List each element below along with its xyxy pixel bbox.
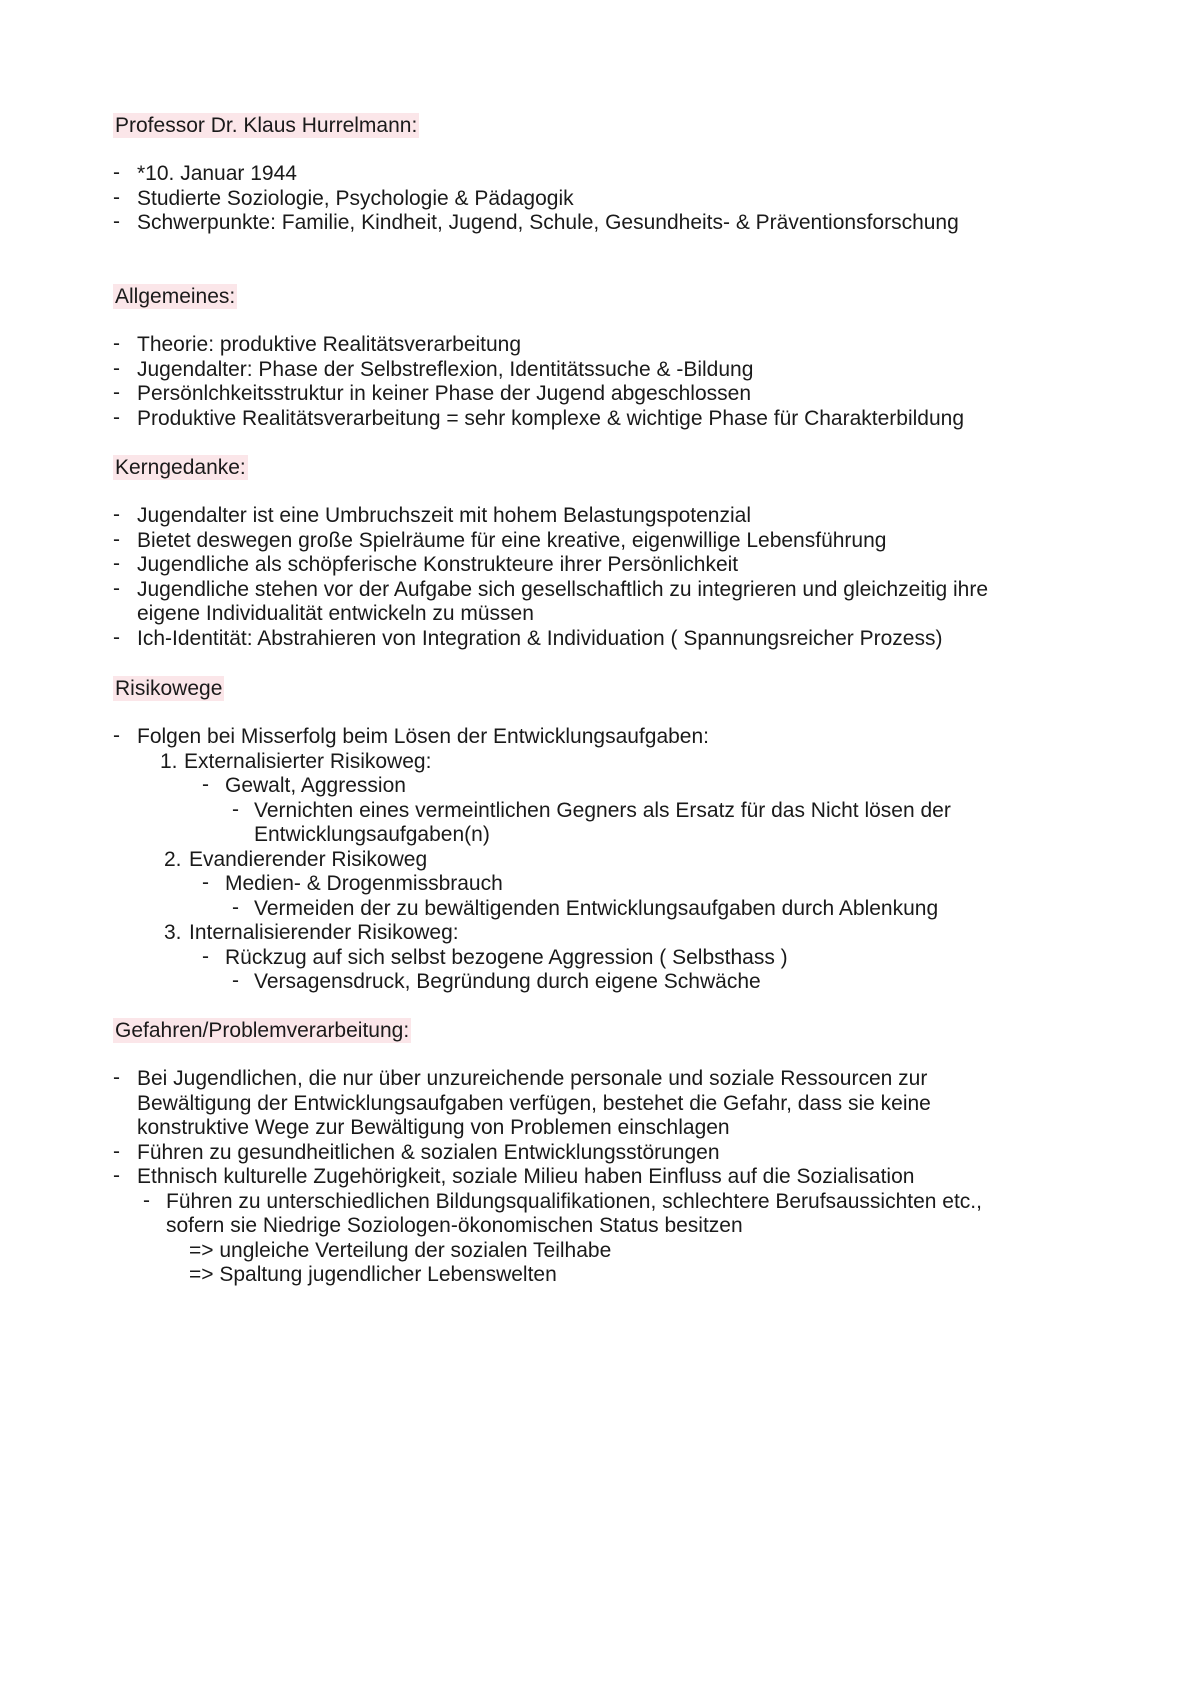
list-item: - Bietet deswegen große Spielräume für eine kreative, eigenwillige Lebensführung — [113, 527, 887, 552]
list-item: - Schwerpunkte: Familie, Kindheit, Jugend, Schule, Gesundheits- & Präventionsforschung — [113, 210, 959, 234]
numbered-item: 2. Evandierender Risikoweg — [164, 847, 428, 871]
list-item: - Vernichten eines vermeintlichen Gegners als Ersatz für das Nicht lösen der — [232, 797, 951, 822]
section-heading-gefahren: Gefahren/Problemverarbeitung: — [115, 1019, 410, 1042]
list-item: - *10. Januar 1944 — [113, 161, 297, 185]
list-item-continuation: eigene Individualität entwickeln zu müssen — [137, 602, 534, 625]
list-item: - Gewalt, Aggression — [202, 773, 406, 797]
list-item: - Versagensdruck, Begründung durch eigene Schwäche — [232, 969, 761, 993]
gefahren-list — [0, 1067, 1200, 1288]
kerngedanke-list — [0, 504, 1200, 651]
list-item: - Rückzug auf sich selbst bezogene Aggression ( Selbsthass ) — [202, 944, 788, 969]
list-item: - Produktive Realitätsverarbeitung = sehr komplexe & wichtige Phase für Charakterbildung — [113, 405, 965, 430]
list-item: - Ich-Identität: Abstrahieren von Integration & Individuation ( Spannungsreicher Prozess) — [113, 625, 943, 650]
allgemeines-list — [0, 333, 1200, 431]
list-item: - Führen zu unterschiedlichen Bildungsqualifikationen, schlechtere Berufsaussichten etc., — [143, 1188, 982, 1213]
list-item: - Vermeiden der zu bewältigenden Entwicklungsaufgaben durch Ablenkung — [232, 895, 939, 920]
risikowege-list — [0, 725, 1200, 995]
numbered-item: 3. Internalisierender Risikoweg: — [164, 921, 459, 944]
section-heading-author: Professor Dr. Klaus Hurrelmann: — [115, 114, 418, 137]
list-item-continuation: sofern sie Niedrige Soziologen-ökonomischen Status besitzen — [166, 1214, 743, 1237]
conclusion-line: => ungleiche Verteilung der sozialen Teilhabe — [189, 1238, 612, 1262]
list-item: - Folgen bei Misserfolg beim Lösen der Entwicklungsaufgaben: — [113, 724, 709, 748]
list-item: - Führen zu gesundheitlichen & sozialen Entwicklungsstörungen — [113, 1139, 720, 1164]
list-item: - Jugendalter: Phase der Selbstreflexion, Identitätssuche & -Bildung — [113, 356, 754, 381]
section-heading-risikowege: Risikowege — [115, 677, 223, 700]
list-item: - Bei Jugendlichen, die nur über unzureichende personale und soziale Ressourcen zur — [113, 1066, 928, 1090]
section-heading-allgemeines: Allgemeines: — [115, 285, 236, 308]
conclusion-line: => Spaltung jugendlicher Lebenswelten — [189, 1263, 557, 1286]
list-item: - Medien- & Drogenmissbrauch — [202, 871, 503, 895]
list-item: - Theorie: produktive Realitätsverarbeitung — [113, 332, 522, 356]
list-item-continuation: Entwicklungsaufgaben(n) — [254, 823, 490, 846]
list-item: - Jugendliche stehen vor der Aufgabe sich gesellschaftlich zu integrieren und gleichzeitig ihre — [113, 576, 989, 601]
list-item-continuation: Bewältigung der Entwicklungsaufgaben verfügen, bestehet die Gefahr, dass sie keine — [137, 1091, 931, 1115]
section-heading-kerngedanke: Kerngedanke: — [115, 456, 246, 479]
list-item: - Persönlchkeitsstruktur in keiner Phase der Jugend abgeschlossen — [113, 381, 752, 405]
author-list — [0, 162, 1200, 236]
list-item: - Studierte Soziologie, Psychologie & Pädagogik — [113, 185, 574, 210]
list-item: - Jugendalter ist eine Umbruchszeit mit hohem Belastungspotenzial — [113, 503, 751, 527]
list-item-continuation: konstruktive Wege zur Bewältigung von Problemen einschlagen — [137, 1116, 730, 1139]
numbered-item: 1. Externalisierter Risikoweg: — [160, 749, 432, 773]
list-item: - Ethnisch kulturelle Zugehörigkeit, soziale Milieu haben Einfluss auf die Sozialisation — [113, 1164, 915, 1188]
list-item: - Jugendliche als schöpferische Konstrukteure ihrer Persönlichkeit — [113, 552, 739, 576]
